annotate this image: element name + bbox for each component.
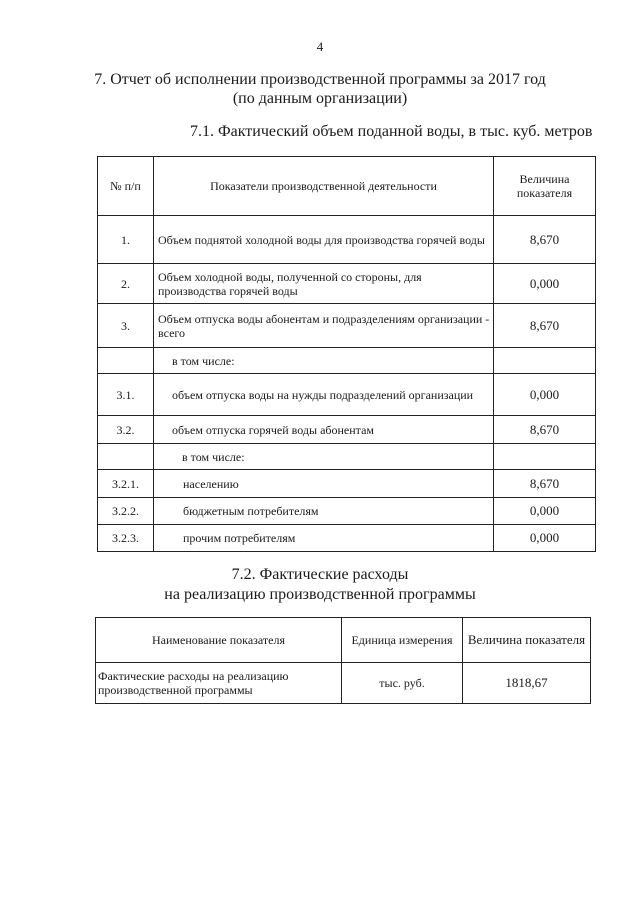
row-label: в том числе: (154, 444, 494, 470)
table-row (98, 416, 596, 444)
row-value: 8,670 (494, 304, 596, 348)
table-row (98, 264, 596, 304)
row-value: 1818,67 (463, 663, 591, 704)
header-value: Величина показателя (494, 157, 596, 216)
row-value: 0,000 (494, 498, 596, 525)
row-value: 0,000 (494, 264, 596, 304)
header-indicator: Показатели производственной деятельности (154, 157, 494, 216)
table-row (98, 216, 596, 264)
row-value: 8,670 (494, 216, 596, 264)
row-value: 0,000 (494, 374, 596, 416)
row-value: 8,670 (494, 416, 596, 444)
row-number: 3.2. (98, 416, 154, 444)
header-number: № п/п (98, 157, 154, 216)
expenses-table (95, 617, 591, 704)
header-name: Наименование показателя (96, 618, 342, 663)
header-value: Величина показателя (463, 618, 591, 663)
row-label: Объем отпуска воды абонентам и подразделениям организации - всего (154, 304, 494, 348)
page-number: 4 (316, 39, 324, 54)
row-number: 3.1. (98, 374, 154, 416)
report-title-line1: 7. Отчет об исполнении производственной программы за 2017 год (94, 71, 546, 88)
row-number: 3.2.2. (98, 498, 154, 525)
section2-title (0, 565, 640, 605)
row-label: Объем поднятой холодной воды для производства горячей воды (154, 216, 494, 264)
table-row (98, 374, 596, 416)
table-row (96, 663, 591, 704)
section1-title: 7.1. Фактический объем поданной воды, в тыс. куб. метров (190, 123, 593, 140)
row-label: населению (154, 470, 494, 498)
row-value: 0,000 (494, 525, 596, 552)
table-row (98, 470, 596, 498)
row-value (494, 348, 596, 374)
row-number: 3.2.1. (98, 470, 154, 498)
table-row (98, 348, 596, 374)
row-label: прочим потребителям (154, 525, 494, 552)
section2-title-line2: на реализацию производственной программы (164, 586, 476, 603)
row-label: в том числе: (154, 348, 494, 374)
report-title-line2: (по данным организации) (232, 90, 408, 107)
row-number: 2. (98, 264, 154, 304)
table-header-row (98, 157, 596, 216)
water-volume-table (97, 156, 596, 552)
row-value: 8,670 (494, 470, 596, 498)
row-number: 3. (98, 304, 154, 348)
row-label: Объем холодной воды, полученной со стороны, для производства горячей воды (154, 264, 494, 304)
section2-title-line1: 7.2. Фактические расходы (231, 566, 409, 583)
header-unit: Единица измерения (342, 618, 463, 663)
table-header-row (96, 618, 591, 663)
row-label: Фактические расходы на реализацию производственной программы (96, 663, 342, 704)
table-row (98, 444, 596, 470)
row-number (98, 444, 154, 470)
row-value (494, 444, 596, 470)
table-row (98, 498, 596, 525)
row-unit: тыс. руб. (342, 663, 463, 704)
report-title (0, 70, 640, 108)
table-row (98, 304, 596, 348)
row-number: 1. (98, 216, 154, 264)
row-label: бюджетным потребителям (154, 498, 494, 525)
row-label: объем отпуска воды на нужды подразделений организации (154, 374, 494, 416)
row-number (98, 348, 154, 374)
row-number: 3.2.3. (98, 525, 154, 552)
table-row (98, 525, 596, 552)
row-label: объем отпуска горячей воды абонентам (154, 416, 494, 444)
